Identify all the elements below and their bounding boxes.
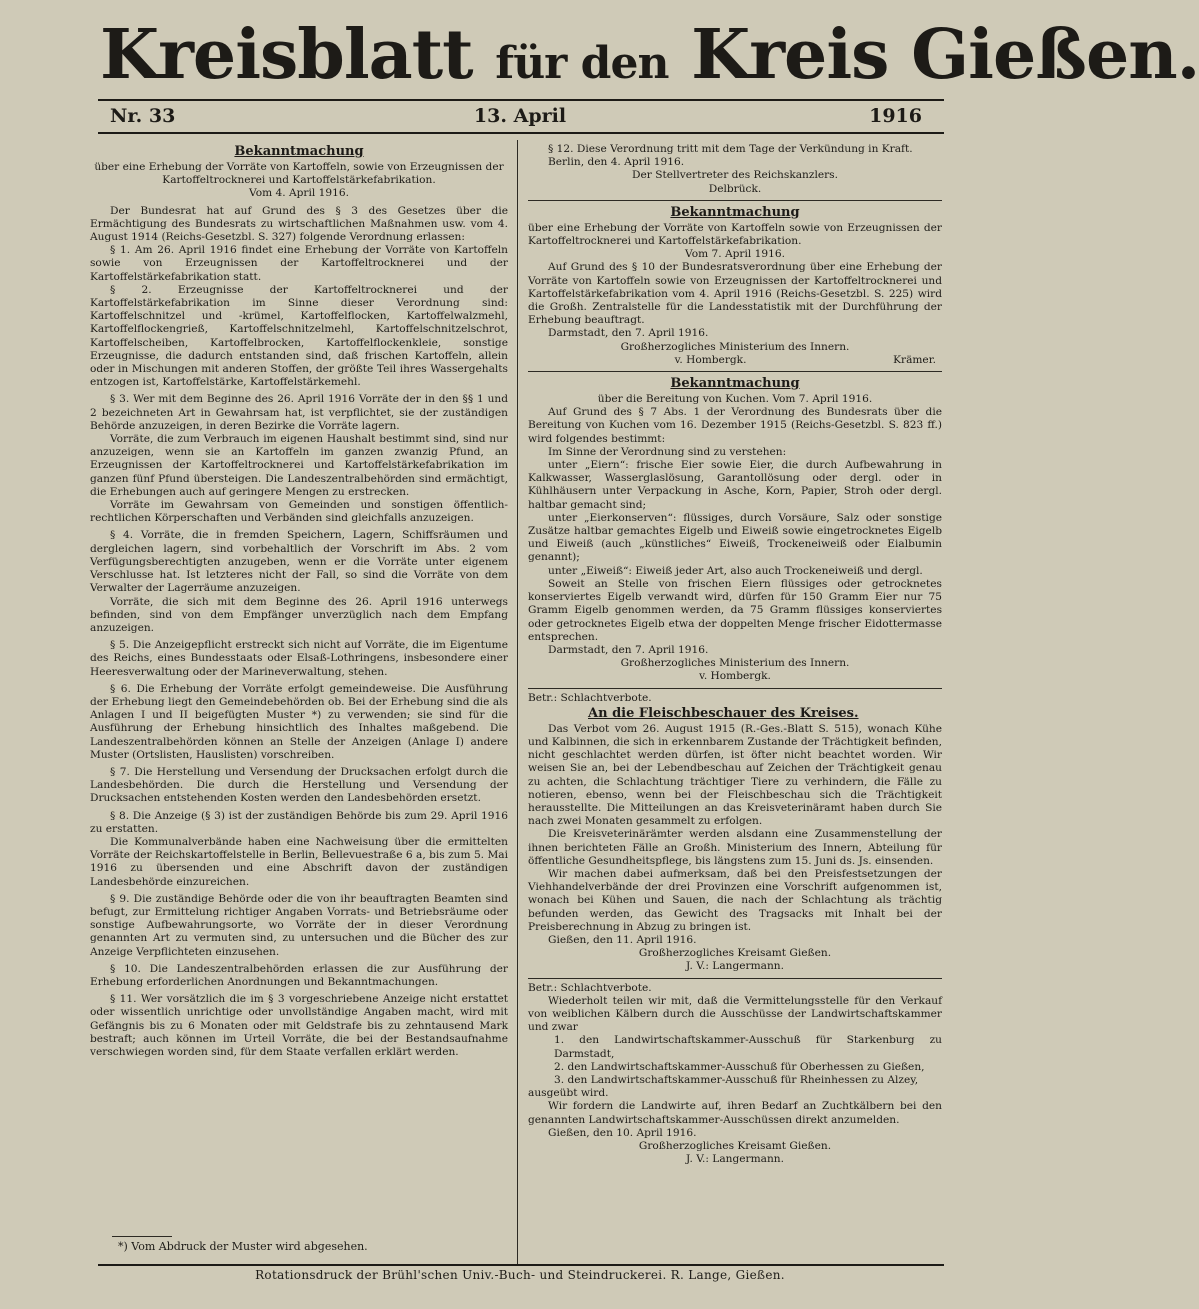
s5-betr: Betr.: Schlachtverbote. [528,981,652,994]
section-rule [528,688,942,689]
masthead-fuer-den: für den [495,38,669,89]
s2-signature-left: v. Hombergk. [674,353,747,366]
left-paragraph: § 9. Die zuständige Behörde oder die von ihr beauftragten Beamten sind befugt, zur Ermittelung richtiger Angaben Vorrats- und Betriebsräume oder sonstige Aufbewahrungsorte, wo Vorräte der in dieser Verordnung genannten Art zu vermuten sind, zu untersuchen und die Bücher des zur Anzeige Verpflichteten einzusehen. [90,892,508,958]
left-paragraph: Vorräte, die zum Verbrauch im eigenen Haushalt bestimmt sind, sind nur anzuzeigen, wenn sie an Kartoffeln im ganzen zwanzig Pfund, an Erzeugnissen der Kartoffeltrocknerei und Kartoffelstärkefabrikation im ganzen fünf Pfund übersteigen. Die Landeszentralbehörden sind ermächtigt, die Erhebungen auch auf geringere Mengen zu erstrecken. [90,433,508,498]
footnote-rule [112,1236,172,1237]
s2-date: Vom 7. April 1916. [685,248,785,261]
left-paragraph: § 8. Die Anzeige (§ 3) ist der zuständigen Behörde bis zum 29. April 1916 zu erstatten. [90,809,508,835]
masthead-kreisblatt: Kreisblatt [100,15,473,95]
s4-betr: Betr.: Schlachtverbote. [528,691,652,704]
s1-signature: Delbrück. [708,182,762,195]
s1-office: Der Stellvertreter des Reichskanzlers. [632,169,838,182]
s3-paragraph: Im Sinne der Verordnung sind zu verstehen: [548,445,787,458]
s5-after-list: ausgeübt wird. [528,1087,609,1100]
s3-paragraph: Auf Grund des § 7 Abs. 1 der Verordnung des Bundesrats über die Bereitung von Kuchen vom 16. Dezember 1915 (Reichs-Gesetzbl. S. 823 ff.) wird folgendes bestimmt: [528,406,942,445]
left-paragraph: § 3. Wer mit dem Beginne des 26. April 1916 Vorräte der in den §§ 1 und 2 bezeichneten Art in Gewahrsam hat, ist verpflichtet, sie der zuständigen Behörde anzuzeigen, in deren Bezirke die Vorräte lagern. [90,393,508,432]
left-paragraph: § 4. Vorräte, die in fremden Speichern, Lagern, Schiffsräumen und dergleichen lagern, sind vorbehaltlich der Vorschrift im Abs. 2 vom Verfügungsberechtigten anzugeben, wenn er die Vorräte unter eigenem Verschlusse hat. Ist letzteres nicht der Fall, so sind die Vorräte von dem Verwalter der Lagerräume anzuzeigen. [90,529,508,595]
s4-paragraph: Wir machen dabei aufmerksam, daß bei den Preisfestsetzungen der Viehhandelverbände der drei Provinzen eine Vorschrift aufgenommen ist, wonach bei Kühen und Sauen, die nach der Schlachtung als trächtig befunden werden, das Gewicht des Tragsacks mit Inhalt bei der Preisberechnung in Abzug zu bringen ist. [528,867,942,933]
s2-paragraph: Auf Grund des § 10 der Bundesratsverordnung über eine Erhebung der Vorräte von Kartoffeln sowie von Erzeugnissen der Kartoffeltrocknerei und Kartoffelstärkefabrikation vom 4. April 1916 (Reichs-Gesetzbl. S. 225) wird die Großh. Zentralstelle für die Landesstatistik mit der Durchführung der Erhebung beauftragt. [528,261,942,327]
left-paragraph: § 1. Am 26. April 1916 findet eine Erhebung der Vorräte von Kartoffeln sowie von Erzeugnissen der Kartoffeltrocknerei und der Kartoffelstärkefabrikation statt. [90,244,508,283]
masthead-kreis-giessen: Kreis Gießen. [691,15,1199,95]
s2-signature-right: Krämer. [893,353,936,366]
s4-paragraph: Das Verbot vom 26. August 1915 (R.-Ges.-Blatt S. 515), wonach Kühe und Kalbinnen, die sich in erkennbarem Zustande der Trächtigkeit befinden, nicht geschlachtet werden dürfen, ist öfter nicht beachtet worden. Wir weisen Sie an, bei der Lebendbeschau auf Zeichen der Trächtigkeit genau zu achten, die Schlachtung trächtiger Tiere zu verhindern, die Fälle zu notieren, ebenso, wenn bei der Fleischbeschau sich die Trächtigkeit herausstellte. Die Mitteilungen an das Kreisveterinäramt haben durch Sie nach zwei Monaten gesammelt zu erfolgen. [528,722,942,828]
left-paragraph: § 11. Wer vorsätzlich die im § 3 vorgeschriebene Anzeige nicht erstattet oder wissentlich unrichtige oder unvollständige Angaben macht, wird mit Gefängnis bis zu 6 Monaten oder mit Geldstrafe bis zu zehntausend Mark bestraft; auch können im Urteil Vorräte, die bei der Bestandsaufnahme verschwiegen worden sind, für dem Staate verfallen erklärt werden. [90,993,508,1058]
footer-rule [98,1264,944,1266]
left-paragraph: § 5. Die Anzeigepflicht erstreckt sich nicht auf Vorräte, die im Eigentume des Reichs, eines Bundesstaats oder Elsaß-Lothringens, insbesondere einer Heeresverwaltung oder der Marineverwaltung, stehen. [90,639,508,678]
issue-bar [100,101,940,131]
s3-signature: v. Hombergk. [699,670,771,683]
section-rule [528,978,942,979]
footnote: *) Vom Abdruck der Muster wird abgesehen. [118,1240,368,1253]
section-rule [528,200,942,201]
s2-title: Bekanntmachung [670,204,800,220]
right-column [528,143,942,1166]
s3-place-date: Darmstadt, den 7. April 1916. [548,643,709,656]
left-notice-subtitle: über eine Erhebung der Vorräte von Kartoffeln, sowie von Erzeugnissen der Kartoffeltrocknerei und Kartoffelstärkefabrikation. [94,161,504,187]
left-paragraph: § 6. Die Erhebung der Vorräte erfolgt gemeindeweise. Die Ausführung der Erhebung liegt den Gemeindebehörden ob. Bei der Erhebung sind die als Anlagen I und II beigefügten Muster *) zu verwenden; sie sind für die Ausführung der Erhebung hinsichtlich des Inhaltes maßgebend. Die Landeszentralbehörden können an Stelle der Anzeigen (Anlage I) andere Muster (Ortslisten, Hauslisten) vorschreiben. [90,682,508,761]
s5-list-item: 1. den Landwirtschaftskammer-Ausschuß für Starkenburg zu Darmstadt, [554,1034,942,1060]
s5-list-item: 3. den Landwirtschaftskammer-Ausschuß für Rheinhessen zu Alzey, [554,1074,919,1086]
s1-place-date: Berlin, den 4. April 1916. [548,156,685,169]
s5-paragraph: Wir fordern die Landwirte auf, ihren Bedarf an Zuchtkälbern bei den genannten Landwirtschaftskammer-Ausschüssen direkt anzumelden. [528,1100,942,1126]
left-paragraph: § 10. Die Landeszentralbehörden erlassen die zur Ausführung der Erhebung erforderlichen Anordnungen und Bekanntmachungen. [90,962,508,988]
left-paragraph: Vorräte, die sich mit dem Beginne des 26. April 1916 unterwegs befinden, sind von dem Empfänger unverzüglich nach dem Empfang anzuzeigen. [90,595,508,634]
s4-signature: J. V.: Langermann. [686,960,784,973]
s5-list-item: 2. den Landwirtschaftskammer-Ausschuß für Oberhessen zu Gießen, [554,1060,925,1073]
s5-place-date: Gießen, den 10. April 1916. [548,1126,697,1139]
masthead [100,14,1199,96]
s4-place-date: Gießen, den 11. April 1916. [548,933,697,946]
s5-paragraph: Wiederholt teilen wir mit, daß die Vermittelungsstelle für den Verkauf von weiblichen Kälbern durch die Ausschüsse der Landwirtschaftskammer und zwar [528,994,942,1034]
s5-office: Großherzogliches Kreisamt Gießen. [638,1140,832,1153]
s3-item: unter „Eiern“: frische Eier sowie Eier, die durch Aufbewahrung in Kalkwasser, Wasserglaslösung, Garantollösung oder dergl. oder in Kühlhäusern unter Verpackung in Asche, Korn, Papier, Stroh oder dergl. haltbar gemacht sind; [528,459,942,511]
s3-item: unter „Eiweiß“: Eiweiß jeder Art, also auch Trockeneiweiß und dergl. [548,564,923,577]
column-divider [517,140,518,1266]
s1-paragraph: § 12. Diese Verordnung tritt mit dem Tage der Verkündung in Kraft. [548,143,913,155]
left-paragraph: § 2. Erzeugnisse der Kartoffeltrocknerei und der Kartoffelstärkefabrikation im Sinne dieser Verordnung sind: Kartoffelschnitzel und -krümel, Kartoffelflocken, Kartoffelwalzmehl, Kartoffelflockengrieß, Kartoffelschnitzelmehl, Kartoffelschnitzelschrot, Kartoffelscheiben, Kartoffelbrocken, Kartoffelflockenkleie, sonstige Erzeugnisse, die dadurch entstanden sind, daß frischen Kartoffeln, allein oder in Mischungen mit anderen Stoffen, der größte Teil ihres Wassergehalts entzogen ist, Kartoffelstärke, Kartoffelstärkemehl. [90,283,508,389]
s4-heading: An die Fleischbeschauer des Kreises. [588,705,859,721]
s3-office: Großherzogliches Ministerium des Innern. [620,657,850,670]
left-paragraph: Die Kommunalverbände haben eine Nachweisung über die ermittelten Vorräte der Reichskartoffelstelle in Berlin, Bellevuestraße 6 a, bis zum 5. Mai 1916 zu übersenden und eine Abschrift davon der zuständigen Landesbehörde einzureichen. [90,835,508,888]
s3-paragraph: Soweit an Stelle von frischen Eiern flüssiges oder getrocknetes konserviertes Eigelb verwandt wird, dürfen für 150 Gramm Eier nur 75 Gramm Eigelb genommen werden, da 75 Gramm flüssiges konserviertes oder getrocknetes Eigelb etwa der doppelten Menge frischer Eidottermasse entsprechen. [528,577,942,643]
printer-imprint: Rotationsdruck der Brühl'schen Univ.-Buch- und Steindruckerei. R. Lange, Gießen. [255,1268,785,1282]
left-notice-date: Vom 4. April 1916. [249,187,349,200]
s4-paragraph: Die Kreisveterinärämter werden alsdann eine Zusammenstellung der ihnen berichteten Fälle an Großh. Ministerium des Innern, Abteilung für öffentliche Gesundheitspflege, bis längstens zum 15. Juni ds. Js. einsenden. [528,828,942,867]
s3-subtitle: über die Bereitung von Kuchen. Vom 7. April 1916. [597,393,873,406]
s5-list [528,1034,942,1087]
left-column [90,143,508,1059]
masthead-rule-bottom [98,132,944,134]
left-notice-title: Bekanntmachung [234,144,364,159]
section-rule [528,371,942,372]
issue-year: 1916 [869,105,922,127]
s3-item: unter „Eierkonserven“: flüssiges, durch Vorsäure, Salz oder sonstige Zusätze haltbar gemachtes Eigelb und Eiweiß sowie eingetrocknetes Eigelb und Eiweiß (auch „künstliches“ Eiweiß, Trockeneiweiß oder Eialbumin genannt); [528,511,942,564]
issue-number: Nr. 33 [110,105,176,127]
s2-signatures [528,354,942,367]
left-paragraph: Vorräte im Gewahrsam von Gemeinden und sonstigen öffentlich-rechtlichen Körperschaften und Verbänden sind gleichfalls anzuzeigen. [90,499,508,525]
s3-title: Bekanntmachung [670,376,800,392]
left-paragraph: Der Bundesrat hat auf Grund des § 3 des Gesetzes über die Ermächtigung des Bundesrats zu wirtschaftlichen Maßnahmen usw. vom 4. August 1914 (Reichs-Gesetzbl. S. 327) folgende Verordnung erlassen: [90,204,508,244]
s2-place-date: Darmstadt, den 7. April 1916. [548,327,709,340]
s5-signature: J. V.: Langermann. [686,1153,784,1166]
s2-office: Großherzogliches Ministerium des Innern. [620,340,850,353]
s4-office: Großherzogliches Kreisamt Gießen. [638,947,832,960]
s2-subtitle: über eine Erhebung der Vorräte von Kartoffeln sowie von Erzeugnissen der Kartoffeltrocknerei und Kartoffelstärkefabrikation. [528,221,942,248]
left-paragraph: § 7. Die Herstellung und Versendung der Drucksachen erfolgt durch die Landesbehörden. Die durch die Herstellung und Versendung der Drucksachen entstehenden Kosten werden den Landesbehörden ersetzt. [90,765,508,805]
issue-date: 13. April [473,105,567,127]
